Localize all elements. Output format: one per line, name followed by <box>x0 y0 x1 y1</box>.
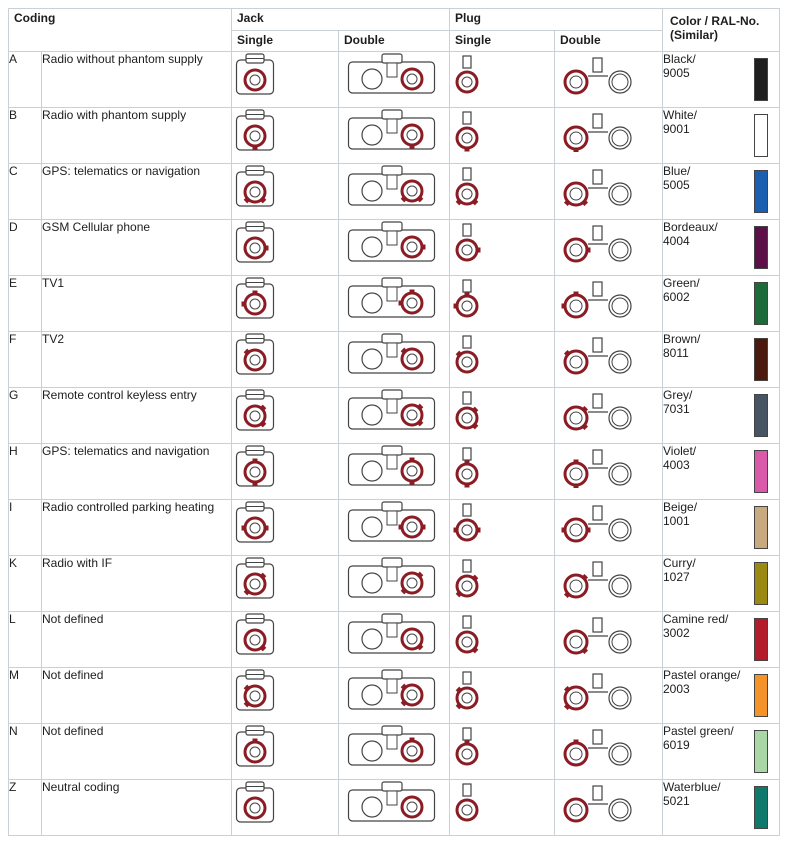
table-row <box>9 612 780 668</box>
plug-single-icon <box>450 444 555 500</box>
coding-letter: F <box>9 332 42 388</box>
plug-double-icon <box>555 52 663 108</box>
color-cell <box>663 668 780 724</box>
jack-double-icon <box>339 780 450 836</box>
jack-single-icon <box>232 388 339 444</box>
application-label: Not defined <box>42 612 232 668</box>
plug-single-icon <box>450 164 555 220</box>
jack-single-header: Single <box>232 31 339 52</box>
color-swatch <box>754 282 768 325</box>
jack-single-icon <box>232 52 339 108</box>
color-name: Waterblue/ <box>663 780 721 794</box>
jack-single-icon <box>232 164 339 220</box>
plug-single-icon <box>450 220 555 276</box>
coding-letter: L <box>9 612 42 668</box>
plug-single-icon <box>450 108 555 164</box>
jack-double-icon <box>339 220 450 276</box>
table-row <box>9 108 780 164</box>
color-name: Curry/ <box>663 556 696 570</box>
plug-double-icon <box>555 780 663 836</box>
jack-single-icon <box>232 332 339 388</box>
color-header <box>663 9 780 52</box>
color-swatch <box>754 506 768 549</box>
jack-single-icon <box>232 276 339 332</box>
coding-letter: C <box>9 164 42 220</box>
coding-letter: A <box>9 52 42 108</box>
application-label: Not defined <box>42 724 232 780</box>
color-swatch <box>754 786 768 829</box>
color-cell <box>663 780 780 836</box>
ral-number: 6019 <box>663 738 690 752</box>
plug-header: Plug <box>450 9 663 31</box>
color-cell <box>663 220 780 276</box>
color-cell <box>663 724 780 780</box>
plug-double-icon <box>555 612 663 668</box>
color-name: Beige/ <box>663 500 698 514</box>
application-label: TV1 <box>42 276 232 332</box>
jack-double-icon <box>339 612 450 668</box>
application-label: GPS: telematics and navigation <box>42 444 232 500</box>
plug-double-icon <box>555 500 663 556</box>
table-row <box>9 52 780 108</box>
color-swatch <box>754 674 768 717</box>
coding-letter: N <box>9 724 42 780</box>
color-cell <box>663 612 780 668</box>
application-label: Radio with phantom supply <box>42 108 232 164</box>
plug-single-icon <box>450 388 555 444</box>
application-label: TV2 <box>42 332 232 388</box>
ral-number: 4004 <box>663 234 690 248</box>
color-name: Pastel green/ <box>663 724 734 738</box>
color-cell <box>663 276 780 332</box>
plug-double-icon <box>555 276 663 332</box>
jack-double-icon <box>339 668 450 724</box>
ral-number: 8011 <box>663 346 689 360</box>
jack-double-icon <box>339 164 450 220</box>
application-label: Radio controlled parking heating <box>42 500 232 556</box>
color-cell <box>663 52 780 108</box>
table-row <box>9 388 780 444</box>
color-cell <box>663 332 780 388</box>
color-name: Bordeaux/ <box>663 220 718 234</box>
plug-single-header: Single <box>450 31 555 52</box>
plug-single-icon <box>450 780 555 836</box>
coding-letter: K <box>9 556 42 612</box>
table-row <box>9 556 780 612</box>
plug-single-icon <box>450 612 555 668</box>
color-cell <box>663 388 780 444</box>
color-name: Black/ <box>663 52 696 66</box>
color-swatch <box>754 618 768 661</box>
color-cell <box>663 444 780 500</box>
color-cell <box>663 556 780 612</box>
jack-double-icon <box>339 444 450 500</box>
table-row <box>9 500 780 556</box>
color-swatch <box>754 114 768 157</box>
color-swatch <box>754 338 768 381</box>
plug-double-icon <box>555 556 663 612</box>
plug-double-icon <box>555 332 663 388</box>
ral-number: 2003 <box>663 682 690 696</box>
table-row <box>9 220 780 276</box>
jack-single-icon <box>232 556 339 612</box>
plug-single-icon <box>450 52 555 108</box>
application-label: GPS: telematics or navigation <box>42 164 232 220</box>
table-row <box>9 276 780 332</box>
jack-double-icon <box>339 108 450 164</box>
application-label: Not defined <box>42 668 232 724</box>
coding-letter: B <box>9 108 42 164</box>
ral-number: 7031 <box>663 402 690 416</box>
color-name: Pastel orange/ <box>663 668 741 682</box>
plug-single-icon <box>450 500 555 556</box>
color-name: Grey/ <box>663 388 693 402</box>
table-row <box>9 332 780 388</box>
jack-double-icon <box>339 500 450 556</box>
plug-double-icon <box>555 668 663 724</box>
application-label: Radio without phantom supply <box>42 52 232 108</box>
coding-letter: H <box>9 444 42 500</box>
color-name: White/ <box>663 108 698 122</box>
coding-letter: G <box>9 388 42 444</box>
jack-single-icon <box>232 108 339 164</box>
jack-single-icon <box>232 500 339 556</box>
plug-single-icon <box>450 556 555 612</box>
table-row <box>9 668 780 724</box>
ral-number: 1001 <box>663 514 690 528</box>
coding-letter: E <box>9 276 42 332</box>
coding-letter: D <box>9 220 42 276</box>
plug-double-icon <box>555 444 663 500</box>
color-cell <box>663 500 780 556</box>
plug-double-icon <box>555 724 663 780</box>
color-name: Blue/ <box>663 164 691 178</box>
ral-number: 3002 <box>663 626 690 640</box>
table-row <box>9 164 780 220</box>
application-label: Radio with IF <box>42 556 232 612</box>
jack-single-icon <box>232 612 339 668</box>
jack-double-icon <box>339 276 450 332</box>
color-swatch <box>754 226 768 269</box>
color-header-line2: (Similar) <box>670 28 719 42</box>
ral-number: 9005 <box>663 66 690 80</box>
ral-number: 5021 <box>663 794 690 808</box>
jack-single-icon <box>232 220 339 276</box>
table-row <box>9 724 780 780</box>
plug-double-header: Double <box>555 31 663 52</box>
plug-single-icon <box>450 276 555 332</box>
application-label: GSM Cellular phone <box>42 220 232 276</box>
application-label: Remote control keyless entry <box>42 388 232 444</box>
color-name: Camine red/ <box>663 612 729 626</box>
color-swatch <box>754 170 768 213</box>
coding-letter: I <box>9 500 42 556</box>
color-header-line1: Color / RAL-No. <box>670 14 760 28</box>
table-row <box>9 444 780 500</box>
jack-double-header: Double <box>339 31 450 52</box>
plug-single-icon <box>450 332 555 388</box>
color-name: Violet/ <box>663 444 697 458</box>
jack-double-icon <box>339 52 450 108</box>
color-swatch <box>754 730 768 773</box>
color-swatch <box>754 58 768 101</box>
ral-number: 9001 <box>663 122 690 136</box>
jack-header: Jack <box>232 9 450 31</box>
color-swatch <box>754 562 768 605</box>
table-row <box>9 780 780 836</box>
plug-double-icon <box>555 220 663 276</box>
plug-double-icon <box>555 164 663 220</box>
jack-single-icon <box>232 724 339 780</box>
ral-number: 6002 <box>663 290 690 304</box>
jack-double-icon <box>339 724 450 780</box>
color-swatch <box>754 450 768 493</box>
ral-number: 1027 <box>663 570 690 584</box>
plug-double-icon <box>555 108 663 164</box>
jack-single-icon <box>232 780 339 836</box>
jack-double-icon <box>339 388 450 444</box>
color-name: Green/ <box>663 276 700 290</box>
jack-single-icon <box>232 668 339 724</box>
jack-double-icon <box>339 332 450 388</box>
plug-double-icon <box>555 388 663 444</box>
application-label: Neutral coding <box>42 780 232 836</box>
color-swatch <box>754 394 768 437</box>
coding-letter: Z <box>9 780 42 836</box>
color-cell <box>663 108 780 164</box>
coding-table <box>8 8 780 836</box>
coding-letter: M <box>9 668 42 724</box>
plug-single-icon <box>450 724 555 780</box>
plug-single-icon <box>450 668 555 724</box>
ral-number: 5005 <box>663 178 690 192</box>
ral-number: 4003 <box>663 458 690 472</box>
color-cell <box>663 164 780 220</box>
color-name: Brown/ <box>663 332 701 346</box>
coding-header: Coding <box>9 9 232 52</box>
jack-double-icon <box>339 556 450 612</box>
jack-single-icon <box>232 444 339 500</box>
